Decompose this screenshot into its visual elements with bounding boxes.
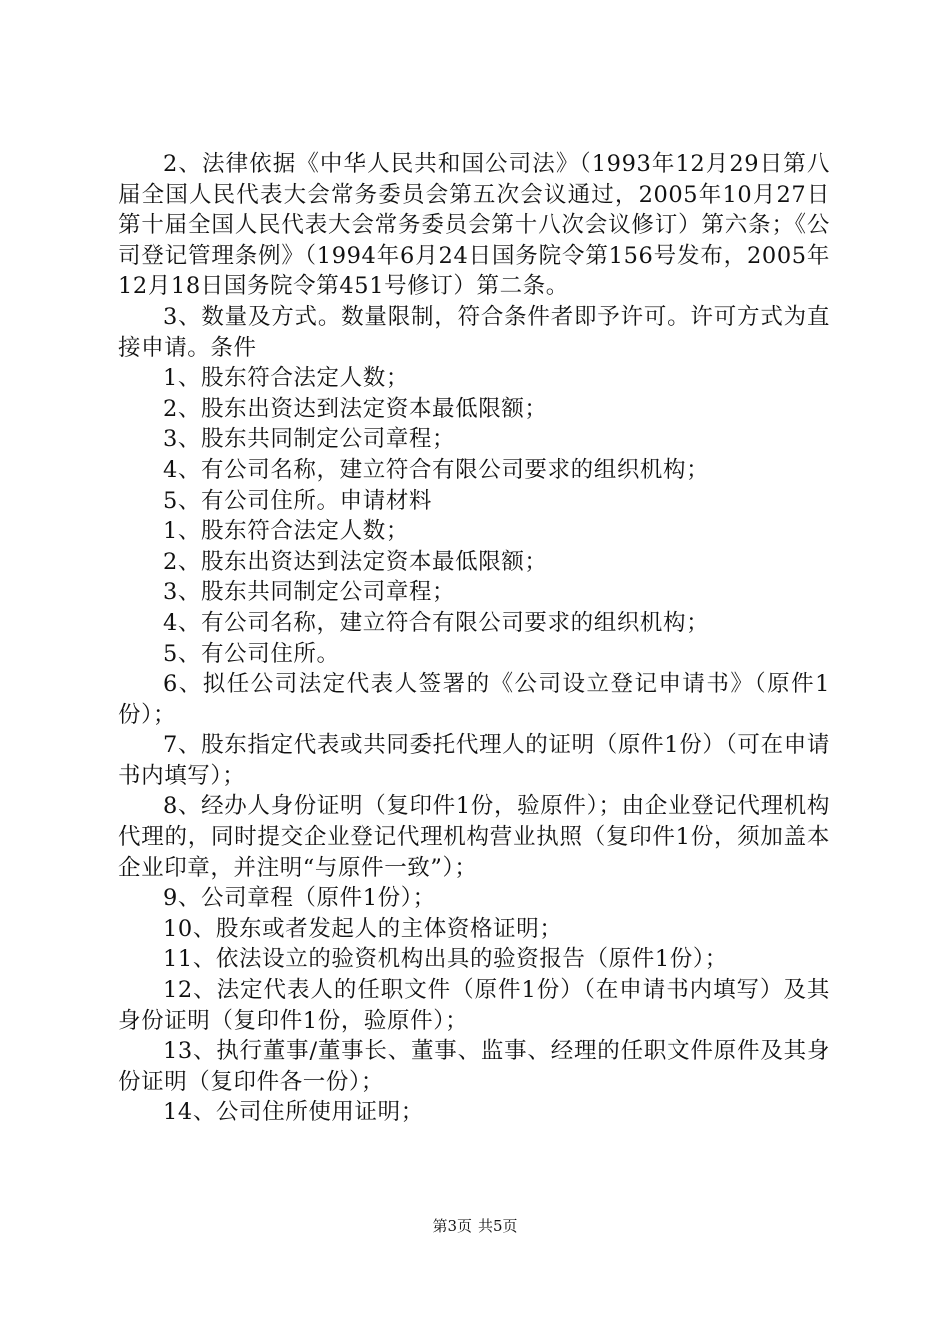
material-item-9: 9、公司章程（原件1份）； — [163, 885, 436, 912]
material-item-12: 12、法定代表人的任职文件（原件1份）（在申请书内填写）及其身份证明（复印件1份，验原件）； — [118, 977, 830, 1034]
page-number-current: 第3页 — [432, 1217, 472, 1235]
material-item-13: 13、执行董事/董事长、董事、监事、经理的任职文件原件及其身份证明（复印件各一份）； — [118, 1038, 830, 1095]
condition-item-3: 3、股东共同制定公司章程； — [163, 426, 456, 453]
material-item-14: 14、公司住所使用证明； — [163, 1099, 424, 1126]
material-item-6: 6、拟任公司法定代表人签署的《公司设立登记申请书》（原件1份）； — [118, 671, 830, 728]
condition-item-2: 2、股东出资达到法定资本最低限额； — [163, 395, 548, 422]
paragraph-legal-basis: 2、法律依据《中华人民共和国公司法》（1993年12月29日第八届全国人民代表大会常务委员会第五次会议通过，2005年10月27日第十届全国人民代表大会常务委员会第十八次会议修订）第六条；《公司登记管理条例》（1994年6月24日国务院令第156号发布，2005年12月18日国务院令第451号修订）第二条。 — [118, 151, 830, 300]
material-item-8: 8、经办人身份证明（复印件1份，验原件）；由企业登记代理机构代理的，同时提交企业登记代理机构营业执照（复印件1份，须加盖本企业印章，并注明“与原件一致”）； — [118, 793, 830, 881]
material-item-10: 10、股东或者发起人的主体资格证明； — [163, 915, 563, 942]
condition-item-5: 5、有公司住所。申请材料 — [163, 487, 433, 514]
material-item-11: 11、依法设立的验资机构出具的验资报告（原件1份）； — [163, 946, 728, 973]
material-item-3: 3、股东共同制定公司章程； — [163, 579, 456, 606]
material-item-2: 2、股东出资达到法定资本最低限额； — [163, 548, 548, 575]
material-item-4: 4、有公司名称，建立符合有限公司要求的组织机构； — [163, 609, 710, 636]
material-item-5: 5、有公司住所。 — [163, 640, 340, 667]
page-number-total: 共5页 — [478, 1217, 518, 1235]
condition-item-1: 1、股东符合法定人数； — [163, 365, 409, 392]
material-item-7: 7、股东指定代表或共同委托代理人的证明（原件1份）（可在申请书内填写）； — [118, 732, 830, 789]
page-footer — [0, 1216, 950, 1236]
material-item-1: 1、股东符合法定人数； — [163, 518, 409, 545]
condition-item-4: 4、有公司名称，建立符合有限公司要求的组织机构； — [163, 456, 710, 483]
document-body — [118, 149, 830, 1128]
paragraph-quantity-and-method: 3、数量及方式。数量限制，符合条件者即予许可。许可方式为直接申请。条件 — [118, 303, 830, 361]
